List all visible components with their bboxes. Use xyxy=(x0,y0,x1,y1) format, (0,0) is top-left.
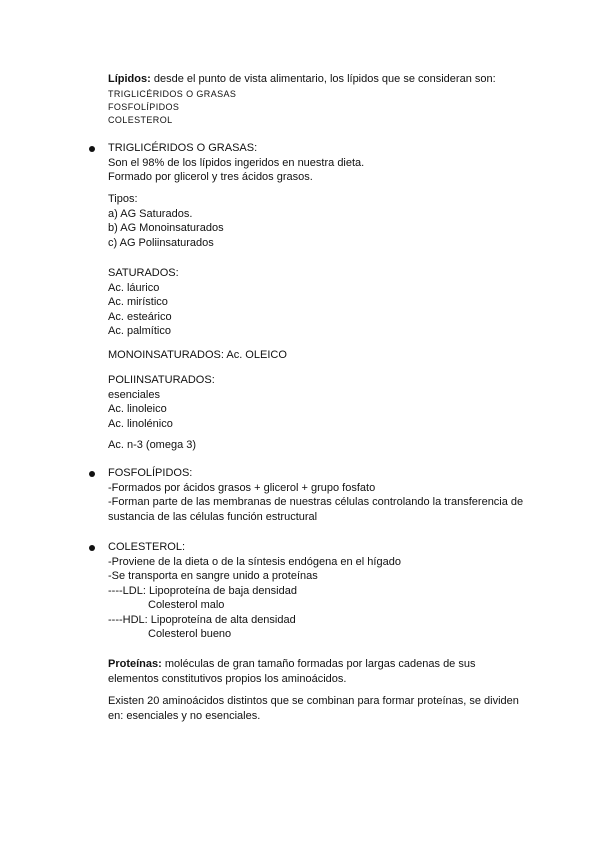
section-title: TRIGLICÉRIDOS O GRASAS: xyxy=(108,142,258,154)
aminoacidos-paragraph xyxy=(108,694,528,723)
bullet-icon xyxy=(89,146,95,152)
saturados-label: SATURADOS: xyxy=(108,267,179,279)
poliinsaturados-label: POLIINSATURADOS: xyxy=(108,374,215,386)
tipos-list xyxy=(108,192,578,250)
tipo-item: c) AG Poliinsaturados xyxy=(108,236,214,249)
tipos-label: Tipos: xyxy=(108,193,138,205)
hdl-line: ----HDL: Lipoproteína de alta densidad xyxy=(108,613,296,626)
ldl-sub: Colesterol malo xyxy=(148,599,225,611)
lipidos-heading: Lípidos: xyxy=(108,73,151,85)
tipo-item: b) AG Monoinsaturados xyxy=(108,222,224,234)
text-line: -Proviene de la dieta o de la síntesis endógena en el hígado xyxy=(108,555,401,568)
intro-item: FOSFOLÍPIDOS xyxy=(108,101,180,112)
lipidos-intro xyxy=(108,72,578,127)
text-line: -Se transporta en sangre unido a proteínas xyxy=(108,570,318,582)
poli-item: Ac. linoleico xyxy=(108,403,167,415)
aminoacidos-text: Existen 20 aminoácidos distintos que se combinan para formar proteínas, se dividen en: esenciales y no esenciales. xyxy=(108,695,519,722)
monoinsaturados xyxy=(108,348,578,363)
bullet-icon xyxy=(89,471,95,477)
section-title: COLESTEROL: xyxy=(108,541,186,553)
monoinsaturados-line: MONOINSATURADOS: Ac. OLEICO xyxy=(108,349,287,361)
poli-item: esenciales xyxy=(108,388,160,401)
saturados-list xyxy=(108,266,578,339)
fosfolipidos-section xyxy=(108,466,528,524)
saturado-item: Ac. palmítico xyxy=(108,325,171,337)
hdl-sub: Colesterol bueno xyxy=(148,628,232,640)
text-line: Formado por glicerol y tres ácidos grasos. xyxy=(108,171,313,183)
poliinsaturados-list xyxy=(108,373,578,431)
saturado-item: Ac. esteárico xyxy=(108,310,172,323)
text-line: Son el 98% de los lípidos ingeridos en nuestra dieta. xyxy=(108,156,365,169)
omega-line xyxy=(108,438,578,453)
saturado-item: Ac. mirístico xyxy=(108,296,168,308)
omega-text: Ac. n-3 (omega 3) xyxy=(108,439,197,451)
bullet-icon xyxy=(89,545,95,551)
poli-item: Ac. linolénico xyxy=(108,417,173,430)
intro-item: COLESTEROL xyxy=(108,114,173,125)
text-line: -Formados por ácidos grasos + glicerol + grupo fosfato xyxy=(108,481,376,494)
section-title: FOSFOLÍPIDOS: xyxy=(108,467,193,479)
intro-item: TRIGLICÉRIDOS O GRASAS xyxy=(108,88,237,99)
proteinas-heading: Proteínas: xyxy=(108,658,162,670)
trigliceridos-section xyxy=(108,141,578,185)
tipo-item: a) AG Saturados. xyxy=(108,207,193,220)
text-line: -Forman parte de las membranas de nuestras células controlando la transferencia de sustancia de las células función estructural xyxy=(108,496,524,523)
proteinas-text: moléculas de gran tamaño formadas por largas cadenas de sus elementos constitutivos propios los aminoácidos. xyxy=(108,658,476,685)
proteinas-section xyxy=(108,657,506,686)
saturado-item: Ac. láurico xyxy=(108,281,160,294)
ldl-line: ----LDL: Lipoproteína de baja densidad xyxy=(108,584,297,597)
colesterol-section xyxy=(108,540,578,642)
lipidos-intro-text: desde el punto de vista alimentario, los lípidos que se consideran son: xyxy=(150,73,496,85)
